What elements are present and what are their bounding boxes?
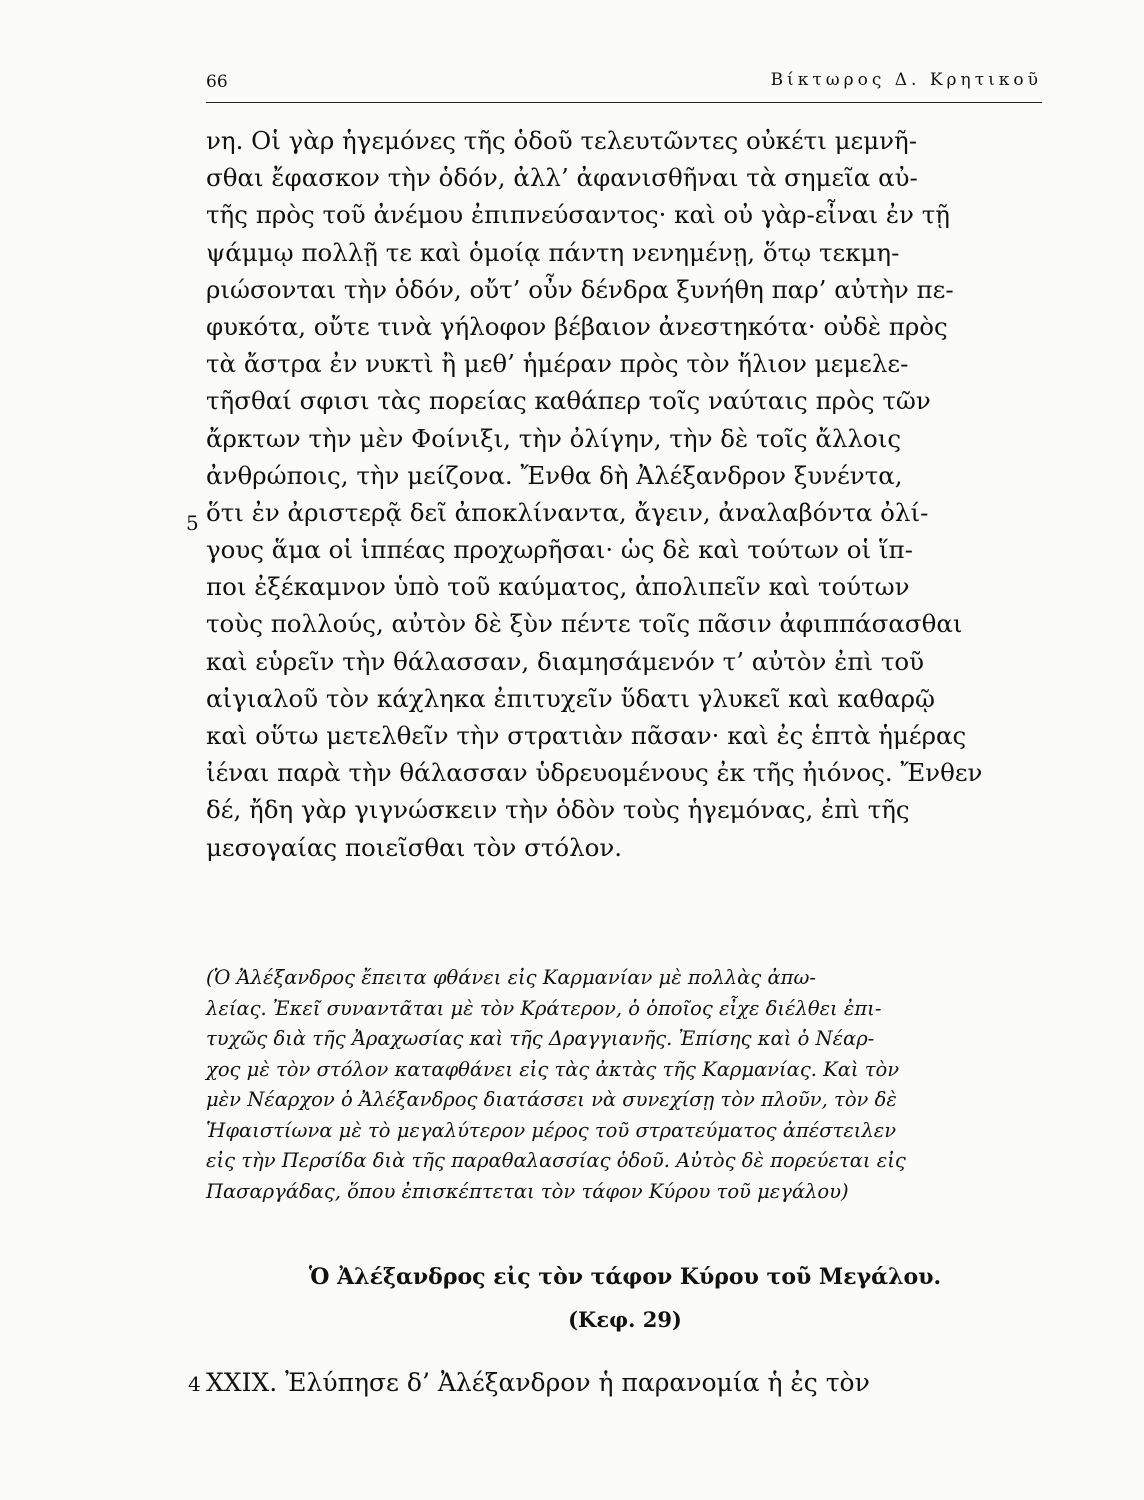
summary-line: Πασαργάδας, ὅπου ἐπισκέπτεται τὸν τάφον Κύρου τοῦ μεγάλου) <box>206 1179 849 1203</box>
summary-line: τυχῶς διὰ τῆς Ἀραχωσίας καὶ τῆς Δραγγιανῆς. Ἐπίσης καὶ ὁ Νέαρ- <box>206 1027 875 1050</box>
text-line: καὶ εὑρεῖν τὴν θάλασσαν, διαμησάμενόν τ’ αὐτὸν ἐπὶ τοῦ <box>206 646 925 676</box>
section-subtitle: (Κεφ. 29) <box>568 1307 682 1332</box>
summary-line: Ἡφαιστίωνα μὲ τὸ μεγαλύτερον μέρος τοῦ στρατεύματος ἀπέστειλεν <box>206 1118 897 1142</box>
text-line: γους ἅμα οἱ ἱππέας προχωρῆσαι· ὡς δὲ καὶ τούτων οἱ ἵπ- <box>206 535 913 565</box>
page-number: 66 <box>206 72 228 92</box>
text-line: τὰ ἄστρα ἐν νυκτὶ ἢ μεθ’ ἡμέραν πρὸς τὸν ἥλιον μεμελε- <box>206 349 909 379</box>
text-line: ἀνθρώποις, τὴν μείζονα. Ἔνθα δὴ Ἀλέξανδρον ξυνέντα, <box>206 460 903 490</box>
text-line: τοὺς πολλούς, αὐτὸν δὲ ξὺν πέντε τοῖς πᾶσιν ἀφιππάσασθαι <box>206 609 963 639</box>
summary-line: μὲν Νέαρχον ὁ Ἀλέξανδρος διατάσσει νὰ συνεχίσῃ τὸν πλοῦν, τὸν δὲ <box>206 1088 897 1111</box>
text-line: ψάμμῳ πολλῇ τε καὶ ὁμοίᾳ πάντη νενημένῃ, ὅτῳ τεκμη- <box>206 237 900 267</box>
text-line: ποι ἐξέκαμνον ὑπὸ τοῦ καύματος, ἀπολιπεῖν καὶ τούτων <box>206 572 910 602</box>
text-line: μεσογαίας ποιεῖσθαι τὸν στόλον. <box>206 832 623 862</box>
text-line: σθαι ἔφασκον τὴν ὁδόν, ἀλλ’ ἀφανισθῆναι τὰ σημεῖα αὐ- <box>206 163 918 193</box>
text-line: καὶ οὕτω μετελθεῖν τὴν στρατιὰν πᾶσαν· καὶ ἐς ἑπτὰ ἡμέρας <box>206 721 967 750</box>
text-line: αἰγιαλοῦ τὸν κάχληκα ἐπιτυχεῖν ὕδατι γλυκεῖ καὶ καθαρῷ <box>206 683 935 713</box>
text-line: φυκότα, οὔτε τινὰ γήλοφον βέβαιον ἀνεστηκότα· οὐδὲ πρὸς <box>206 311 948 341</box>
text-line: ριώσονται τὴν ὁδόν, οὔτ’ οὖν δένδρα ξυνήθη παρ’ αὐτὴν πε- <box>206 274 954 304</box>
summary-line: χος μὲ τὸν στόλον καταφθάνει εἰς τὰς ἀκτὰς τῆς Καρμανίας. Καὶ τὸν <box>206 1057 900 1081</box>
text-line: τῆσθαί σφισι τὰς πορείας καθάπερ τοῖς ναύταις πρὸς τῶν <box>206 386 931 416</box>
text-line: δέ, ἤδη γὰρ γιγνώσκειν τὴν ὁδὸν τοὺς ἡγεμόνας, ἐπὶ τῆς <box>206 795 910 825</box>
section-title: Ὁ Ἀλέξανδρος εἰς τὸν τάφον Κύρου τοῦ Μεγάλου. <box>308 1264 942 1290</box>
summary-line: εἰς τὴν Περσίδα διὰ τῆς παραθαλασσίας ὁδοῦ. Αὐτὸς δὲ πορεύεται εἰς <box>206 1149 906 1172</box>
line-marker-five: 5 <box>186 511 199 535</box>
chapter-opening-line: XXIX. Ἐλύπησε δ’ Ἀλέξανδρον ἡ παρανομία ἡ ἐς τὸν <box>206 1368 870 1397</box>
text-line: τῆς πρὸς τοῦ ἀνέμου ἐπιπνεύσαντος· καὶ οὐ γὰρ-εἶναι ἐν τῇ <box>206 200 950 230</box>
page-header <box>206 66 1042 103</box>
text-line: νη. Οἱ γὰρ ἡγεμόνες τῆς ὁδοῦ τελευτῶντες οὐκέτι μεμνῆ- <box>206 126 917 155</box>
summary-line: (Ὁ Ἀλέξανδρος ἔπειτα φθάνει εἰς Καρμανίαν μὲ πολλὰς ἀπω- <box>206 966 816 989</box>
summary-line: λείας. Ἐκεῖ συναντᾶται μὲ τὸν Κράτερον, ὁ ὁποῖος εἶχε διέλθει ἐπι- <box>206 996 882 1020</box>
text-line: ἰέναι παρὰ τὴν θάλασσαν ὑδρευομένους ἐκ τῆς ἠιόνος. Ἔνθεν <box>206 758 983 788</box>
running-head: Βίκτωρος Δ. Κρητικοῦ <box>770 70 1042 90</box>
text-line: ἄρκτων τὴν μὲν Φοίνιξι, τὴν ὀλίγην, τὴν δὲ τοῖς ἄλλοις <box>206 423 902 453</box>
main-greek-text <box>206 122 1044 866</box>
chapter-summary <box>206 963 1046 1207</box>
text-line: ὅτι ἐν ἀριστερᾷ δεῖ ἀποκλίναντα, ἄγειν, ἀναλαβόντα ὀλί- <box>206 497 929 527</box>
line-marker-four: 4 <box>188 1372 201 1396</box>
